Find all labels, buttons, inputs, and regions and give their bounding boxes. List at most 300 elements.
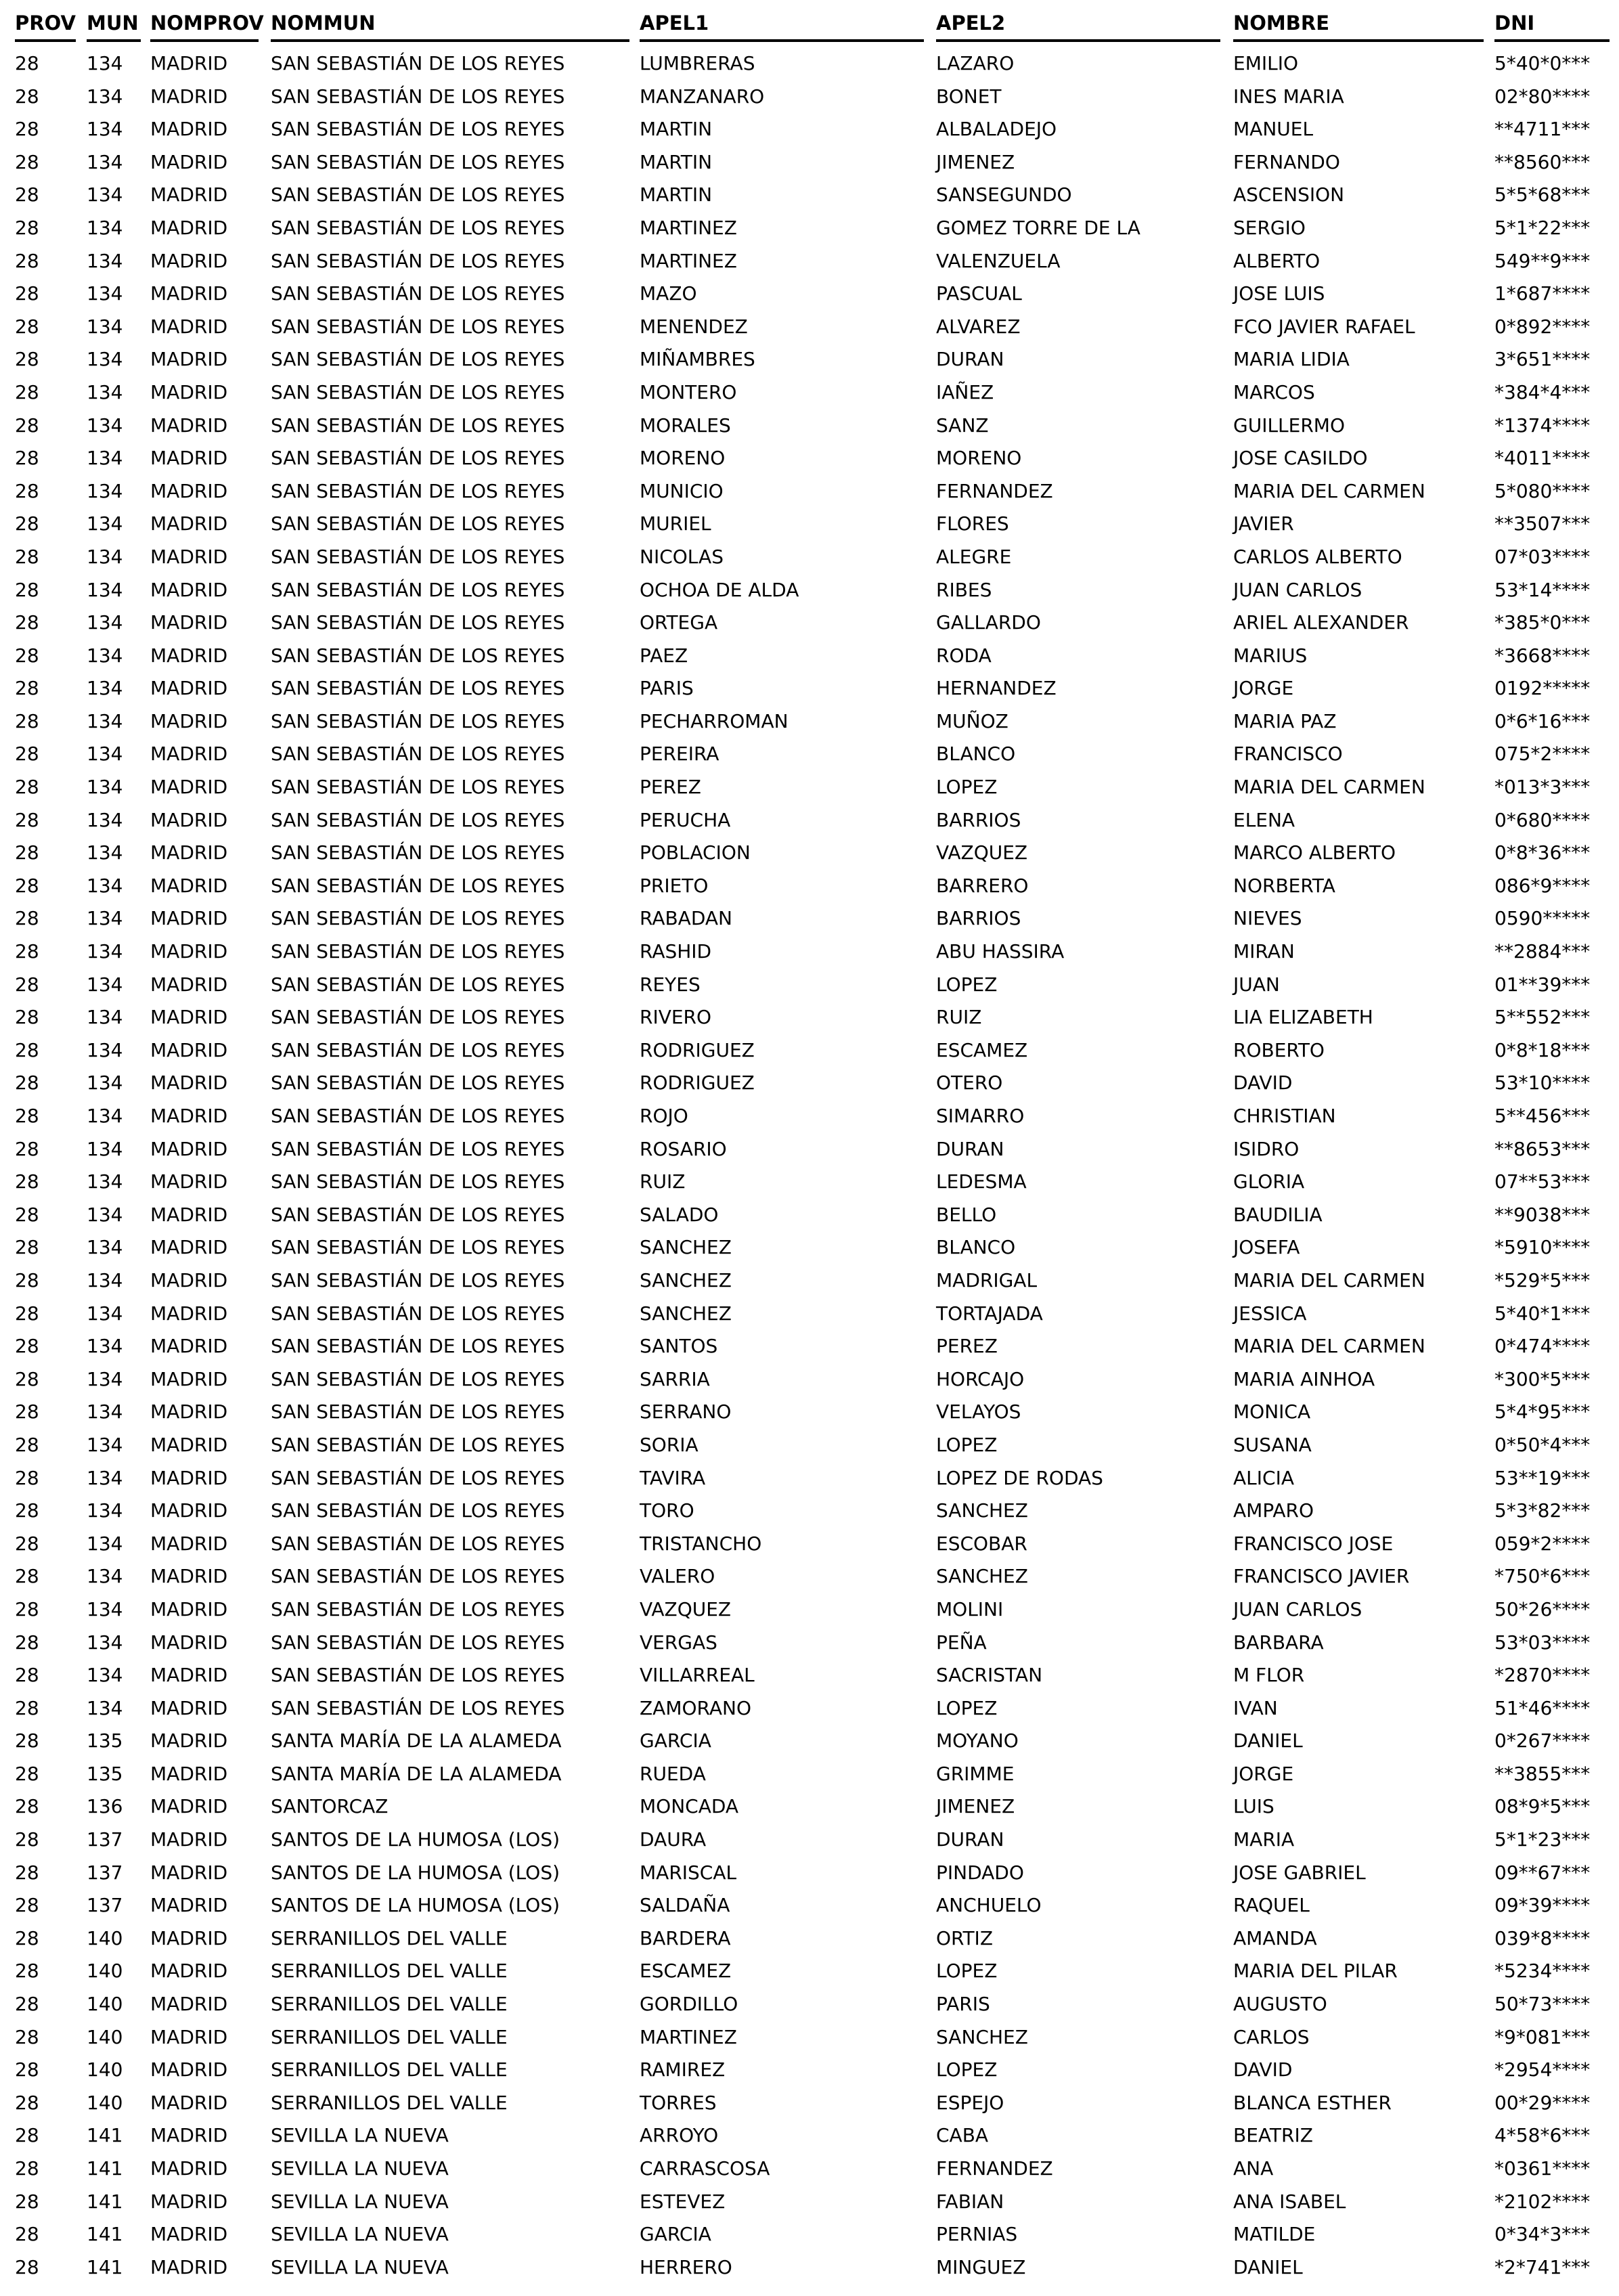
cell-nommun: SEVILLA LA NUEVA xyxy=(271,2255,449,2278)
cell-prov: 28 xyxy=(15,1993,39,2016)
cell-prov: 28 xyxy=(15,1400,39,1423)
cell-apel2: BARRERO xyxy=(936,874,1029,897)
table-row xyxy=(0,1497,1619,1530)
table-row xyxy=(0,708,1619,741)
cell-nommun: SAN SEBASTIÁN DE LOS REYES xyxy=(271,808,565,831)
cell-apel1: ORTEGA xyxy=(640,611,718,634)
cell-nombre: ALICIA xyxy=(1233,1466,1294,1489)
cell-apel1: RASHID xyxy=(640,940,712,963)
cell-prov: 28 xyxy=(15,1597,39,1620)
cell-nombre: JUAN xyxy=(1233,973,1280,996)
cell-apel1: MARTIN xyxy=(640,118,713,141)
cell-nombre: MARCO ALBERTO xyxy=(1233,841,1396,864)
table-row xyxy=(0,1793,1619,1826)
cell-nommun: SANTA MARÍA DE LA ALAMEDA xyxy=(271,1762,562,1785)
cell-nommun: SERRANILLOS DEL VALLE xyxy=(271,1926,508,1949)
cell-dni: 50*26**** xyxy=(1494,1597,1591,1620)
cell-apel1: MARTINEZ xyxy=(640,216,737,239)
cell-dni: 09**67*** xyxy=(1494,1861,1591,1884)
cell-dni: 53*03**** xyxy=(1494,1631,1591,1654)
cell-prov: 28 xyxy=(15,1137,39,1160)
cell-mun: 137 xyxy=(87,1861,123,1884)
cell-mun: 140 xyxy=(87,1960,123,1983)
cell-mun: 134 xyxy=(87,414,123,437)
cell-dni: 0590***** xyxy=(1494,907,1591,930)
cell-mun: 134 xyxy=(87,1400,123,1423)
cell-nombre: JOSE CASILDO xyxy=(1233,447,1368,470)
cell-mun: 141 xyxy=(87,2223,123,2246)
cell-mun: 134 xyxy=(87,183,123,206)
table-row xyxy=(0,1596,1619,1629)
cell-apel1: HERRERO xyxy=(640,2255,732,2278)
cell-nombre: MARIA DEL CARMEN xyxy=(1233,479,1425,502)
cell-nomprov: MADRID xyxy=(150,2124,228,2147)
cell-mun: 140 xyxy=(87,2091,123,2114)
cell-nommun: SANTA MARÍA DE LA ALAMEDA xyxy=(271,1729,562,1752)
table-row xyxy=(0,873,1619,906)
column-header-nomprov: NOMPROV xyxy=(150,11,259,42)
cell-dni: 5*40*0*** xyxy=(1494,52,1591,74)
cell-nomprov: MADRID xyxy=(150,1203,228,1226)
cell-prov: 28 xyxy=(15,1466,39,1489)
cell-dni: 53**19*** xyxy=(1494,1466,1591,1489)
table-row xyxy=(0,1267,1619,1300)
cell-nombre: JOSE LUIS xyxy=(1233,282,1325,305)
cell-apel1: MORENO xyxy=(640,447,726,470)
cell-nommun: SAN SEBASTIÁN DE LOS REYES xyxy=(271,1631,565,1654)
cell-dni: 53*10**** xyxy=(1494,1072,1591,1095)
cell-mun: 134 xyxy=(87,677,123,700)
column-header-apel2: APEL2 xyxy=(936,11,1220,42)
cell-prov: 28 xyxy=(15,2223,39,2246)
cell-apel1: PERUCHA xyxy=(640,808,731,831)
cell-mun: 134 xyxy=(87,808,123,831)
cell-dni: 02*80**** xyxy=(1494,85,1591,108)
cell-nombre: MARIA DEL CARMEN xyxy=(1233,1335,1425,1358)
cell-apel2: ALVAREZ xyxy=(936,315,1021,338)
table-row xyxy=(0,478,1619,511)
cell-prov: 28 xyxy=(15,249,39,272)
cell-apel1: VALERO xyxy=(640,1565,715,1588)
cell-nombre: JORGE xyxy=(1233,677,1294,700)
cell-nommun: SAN SEBASTIÁN DE LOS REYES xyxy=(271,315,565,338)
cell-apel1: MORALES xyxy=(640,414,731,437)
cell-mun: 134 xyxy=(87,282,123,305)
table-row xyxy=(0,181,1619,215)
cell-nomprov: MADRID xyxy=(150,1828,228,1851)
cell-nomprov: MADRID xyxy=(150,216,228,239)
cell-dni: 0192***** xyxy=(1494,677,1591,700)
cell-apel2: PARIS xyxy=(936,1993,990,2016)
cell-apel2: LOPEZ xyxy=(936,1696,998,1719)
cell-dni: **2884*** xyxy=(1494,940,1591,963)
cell-dni: *750*6*** xyxy=(1494,1565,1591,1588)
cell-dni: 51*46**** xyxy=(1494,1696,1591,1719)
cell-nomprov: MADRID xyxy=(150,973,228,996)
cell-apel2: DURAN xyxy=(936,1137,1004,1160)
cell-dni: *2*741*** xyxy=(1494,2255,1591,2278)
cell-nombre: BEATRIZ xyxy=(1233,2124,1313,2147)
cell-apel1: MAZO xyxy=(640,282,697,305)
cell-dni: *2102**** xyxy=(1494,2190,1591,2213)
cell-apel1: PARIS xyxy=(640,677,694,700)
cell-apel2: CABA xyxy=(936,2124,989,2147)
cell-apel2: VALENZUELA xyxy=(936,249,1061,272)
cell-prov: 28 xyxy=(15,348,39,371)
cell-nommun: SAN SEBASTIÁN DE LOS REYES xyxy=(271,709,565,732)
cell-mun: 134 xyxy=(87,1038,123,1061)
cell-nommun: SAN SEBASTIÁN DE LOS REYES xyxy=(271,479,565,502)
cell-apel1: GORDILLO xyxy=(640,1993,738,2016)
cell-mun: 141 xyxy=(87,2157,123,2180)
cell-nommun: SAN SEBASTIÁN DE LOS REYES xyxy=(271,1696,565,1719)
cell-mun: 141 xyxy=(87,2190,123,2213)
cell-apel2: JIMENEZ xyxy=(936,1795,1015,1818)
cell-nomprov: MADRID xyxy=(150,414,228,437)
cell-mun: 134 xyxy=(87,1105,123,1127)
cell-nombre: JORGE xyxy=(1233,1762,1294,1785)
cell-mun: 141 xyxy=(87,2124,123,2147)
cell-nommun: SAN SEBASTIÁN DE LOS REYES xyxy=(271,1236,565,1259)
cell-nomprov: MADRID xyxy=(150,611,228,634)
cell-nombre: JOSE GABRIEL xyxy=(1233,1861,1366,1884)
cell-apel1: ROSARIO xyxy=(640,1137,727,1160)
cell-nomprov: MADRID xyxy=(150,1532,228,1555)
cell-nombre: DAVID xyxy=(1233,2058,1293,2081)
cell-nombre: MONICA xyxy=(1233,1400,1311,1423)
cell-nombre: CARLOS ALBERTO xyxy=(1233,545,1402,568)
cell-apel2: RUIZ xyxy=(936,1006,982,1029)
cell-apel1: GARCIA xyxy=(640,1729,711,1752)
cell-mun: 134 xyxy=(87,644,123,667)
cell-apel1: SANCHEZ xyxy=(640,1236,732,1259)
cell-nomprov: MADRID xyxy=(150,85,228,108)
cell-nomprov: MADRID xyxy=(150,183,228,206)
cell-nombre: ROBERTO xyxy=(1233,1038,1325,1061)
cell-nommun: SAN SEBASTIÁN DE LOS REYES xyxy=(271,677,565,700)
cell-nombre: MARIA DEL CARMEN xyxy=(1233,776,1425,799)
cell-nommun: SAN SEBASTIÁN DE LOS REYES xyxy=(271,1105,565,1127)
cell-nommun: SAN SEBASTIÁN DE LOS REYES xyxy=(271,447,565,470)
cell-apel1: PEREZ xyxy=(640,776,701,799)
cell-mun: 134 xyxy=(87,315,123,338)
cell-nommun: SAN SEBASTIÁN DE LOS REYES xyxy=(271,1499,565,1522)
cell-prov: 28 xyxy=(15,578,39,601)
cell-apel2: BELLO xyxy=(936,1203,997,1226)
cell-apel1: VERGAS xyxy=(640,1631,717,1654)
table-row xyxy=(0,1069,1619,1103)
cell-nomprov: MADRID xyxy=(150,249,228,272)
cell-prov: 28 xyxy=(15,644,39,667)
table-row xyxy=(0,1629,1619,1662)
column-header-dni: DNI xyxy=(1494,11,1610,42)
cell-nombre: FRANCISCO JAVIER xyxy=(1233,1565,1410,1588)
cell-prov: 28 xyxy=(15,2091,39,2114)
cell-mun: 140 xyxy=(87,2025,123,2048)
cell-apel2: FERNANDEZ xyxy=(936,479,1053,502)
cell-apel2: ESPEJO xyxy=(936,2091,1004,2114)
cell-prov: 28 xyxy=(15,973,39,996)
table-row xyxy=(0,971,1619,1005)
column-header-nombre: NOMBRE xyxy=(1233,11,1484,42)
cell-nombre: MIRAN xyxy=(1233,940,1295,963)
cell-nomprov: MADRID xyxy=(150,2223,228,2246)
cell-apel1: RABADAN xyxy=(640,907,733,930)
table-row xyxy=(0,609,1619,642)
table-row xyxy=(0,313,1619,347)
cell-dni: 0*267**** xyxy=(1494,1729,1591,1752)
cell-prov: 28 xyxy=(15,874,39,897)
cell-apel2: TORTAJADA xyxy=(936,1302,1043,1325)
cell-dni: 4*58*6*** xyxy=(1494,2124,1591,2147)
cell-nomprov: MADRID xyxy=(150,1926,228,1949)
cell-nombre: LUIS xyxy=(1233,1795,1274,1818)
cell-prov: 28 xyxy=(15,2157,39,2180)
cell-prov: 28 xyxy=(15,150,39,173)
table-row xyxy=(0,1563,1619,1596)
cell-prov: 28 xyxy=(15,1926,39,1949)
cell-mun: 134 xyxy=(87,1433,123,1456)
cell-mun: 137 xyxy=(87,1894,123,1917)
cell-dni: 50*73**** xyxy=(1494,1993,1591,2016)
cell-prov: 28 xyxy=(15,1664,39,1687)
cell-apel1: RAMIREZ xyxy=(640,2058,726,2081)
cell-mun: 134 xyxy=(87,776,123,799)
cell-nommun: SAN SEBASTIÁN DE LOS REYES xyxy=(271,1367,565,1390)
cell-nomprov: MADRID xyxy=(150,1236,228,1259)
cell-nommun: SANTOS DE LA HUMOSA (LOS) xyxy=(271,1828,560,1851)
cell-prov: 28 xyxy=(15,380,39,403)
cell-prov: 28 xyxy=(15,1236,39,1259)
cell-apel1: SALDAÑA xyxy=(640,1894,730,1917)
cell-prov: 28 xyxy=(15,1795,39,1818)
cell-nomprov: MADRID xyxy=(150,282,228,305)
cell-nomprov: MADRID xyxy=(150,677,228,700)
table-row xyxy=(0,1892,1619,1925)
table-row xyxy=(0,1925,1619,1958)
table-row xyxy=(0,807,1619,840)
cell-dni: *2870**** xyxy=(1494,1664,1591,1687)
cell-nommun: SAN SEBASTIÁN DE LOS REYES xyxy=(271,348,565,371)
cell-dni: *3668**** xyxy=(1494,644,1591,667)
cell-dni: *385*0*** xyxy=(1494,611,1591,634)
cell-dni: 07*03**** xyxy=(1494,545,1591,568)
cell-nombre: NIEVES xyxy=(1233,907,1302,930)
cell-prov: 28 xyxy=(15,1861,39,1884)
table-row xyxy=(0,1465,1619,1498)
cell-prov: 28 xyxy=(15,2190,39,2213)
cell-nombre: SUSANA xyxy=(1233,1433,1312,1456)
cell-apel2: LEDESMA xyxy=(936,1170,1027,1193)
column-header-nommun: NOMMUN xyxy=(271,11,629,42)
cell-dni: 00*29**** xyxy=(1494,2091,1591,2114)
cell-prov: 28 xyxy=(15,52,39,74)
cell-nomprov: MADRID xyxy=(150,348,228,371)
cell-nommun: SEVILLA LA NUEVA xyxy=(271,2157,449,2180)
cell-apel2: DURAN xyxy=(936,348,1004,371)
cell-prov: 28 xyxy=(15,85,39,108)
cell-nombre: MATILDE xyxy=(1233,2223,1316,2246)
cell-nombre: DAVID xyxy=(1233,1072,1293,1095)
table-row xyxy=(0,2155,1619,2188)
cell-mun: 134 xyxy=(87,1631,123,1654)
cell-apel1: SORIA xyxy=(640,1433,698,1456)
cell-dni: 086*9**** xyxy=(1494,874,1591,897)
cell-nomprov: MADRID xyxy=(150,2255,228,2278)
cell-nomprov: MADRID xyxy=(150,1894,228,1917)
cell-nomprov: MADRID xyxy=(150,841,228,864)
cell-apel2: RODA xyxy=(936,644,992,667)
cell-nombre: CARLOS xyxy=(1233,2025,1310,2048)
cell-nomprov: MADRID xyxy=(150,1302,228,1325)
cell-nommun: SAN SEBASTIÁN DE LOS REYES xyxy=(271,874,565,897)
cell-prov: 28 xyxy=(15,1105,39,1127)
cell-dni: *384*4*** xyxy=(1494,380,1591,403)
cell-nombre: AMANDA xyxy=(1233,1926,1317,1949)
cell-prov: 28 xyxy=(15,1268,39,1292)
table-row xyxy=(0,215,1619,248)
cell-apel1: PAEZ xyxy=(640,644,688,667)
cell-dni: *0361**** xyxy=(1494,2157,1591,2180)
cell-nommun: SANTOS DE LA HUMOSA (LOS) xyxy=(271,1894,560,1917)
cell-nomprov: MADRID xyxy=(150,1993,228,2016)
cell-nommun: SEVILLA LA NUEVA xyxy=(271,2223,449,2246)
cell-apel2: LOPEZ xyxy=(936,1960,998,1983)
cell-apel2: ESCAMEZ xyxy=(936,1038,1028,1061)
cell-mun: 134 xyxy=(87,447,123,470)
cell-nommun: SERRANILLOS DEL VALLE xyxy=(271,2058,508,2081)
cell-nomprov: MADRID xyxy=(150,1762,228,1785)
cell-apel1: TRISTANCHO xyxy=(640,1532,762,1555)
cell-dni: 08*9*5*** xyxy=(1494,1795,1591,1818)
column-header-mun: MUN xyxy=(87,11,141,42)
cell-apel1: RUEDA xyxy=(640,1762,706,1785)
cell-nombre: BLANCA ESTHER xyxy=(1233,2091,1392,2114)
cell-apel1: GARCIA xyxy=(640,2223,711,2246)
cell-mun: 134 xyxy=(87,1236,123,1259)
cell-dni: **3855*** xyxy=(1494,1762,1591,1785)
cell-nombre: JAVIER xyxy=(1233,512,1294,535)
cell-apel2: LOPEZ xyxy=(936,2058,998,2081)
table-row xyxy=(0,2056,1619,2090)
cell-nommun: SAN SEBASTIÁN DE LOS REYES xyxy=(271,1664,565,1687)
cell-prov: 28 xyxy=(15,479,39,502)
cell-nomprov: MADRID xyxy=(150,1433,228,1456)
cell-apel2: MOYANO xyxy=(936,1729,1019,1752)
cell-dni: 1*687**** xyxy=(1494,282,1591,305)
cell-apel2: VELAYOS xyxy=(936,1400,1021,1423)
cell-nombre: INES MARIA xyxy=(1233,85,1344,108)
cell-nommun: SAN SEBASTIÁN DE LOS REYES xyxy=(271,1433,565,1456)
cell-apel1: ESCAMEZ xyxy=(640,1960,732,1983)
table-row xyxy=(0,1333,1619,1366)
table-row xyxy=(0,938,1619,971)
table-row xyxy=(0,1004,1619,1037)
cell-nomprov: MADRID xyxy=(150,2058,228,2081)
cell-prov: 28 xyxy=(15,841,39,864)
cell-nomprov: MADRID xyxy=(150,447,228,470)
cell-nomprov: MADRID xyxy=(150,1268,228,1292)
cell-nombre: MARIA DEL PILAR xyxy=(1233,1960,1398,1983)
cell-nombre: ISIDRO xyxy=(1233,1137,1300,1160)
cell-mun: 134 xyxy=(87,1532,123,1555)
cell-prov: 28 xyxy=(15,907,39,930)
cell-dni: **8560*** xyxy=(1494,150,1591,173)
table-row xyxy=(0,1201,1619,1235)
cell-prov: 28 xyxy=(15,2058,39,2081)
cell-dni: **3507*** xyxy=(1494,512,1591,535)
table-row xyxy=(0,1300,1619,1333)
table-row xyxy=(0,1662,1619,1695)
cell-apel2: MADRIGAL xyxy=(936,1268,1038,1292)
cell-nomprov: MADRID xyxy=(150,150,228,173)
cell-apel2: ALEGRE xyxy=(936,545,1012,568)
cell-dni: 0*474**** xyxy=(1494,1335,1591,1358)
cell-mun: 134 xyxy=(87,841,123,864)
cell-mun: 134 xyxy=(87,348,123,371)
cell-apel2: SANCHEZ xyxy=(936,1565,1028,1588)
cell-apel2: BONET xyxy=(936,85,1002,108)
cell-nomprov: MADRID xyxy=(150,1006,228,1029)
cell-dni: *9*081*** xyxy=(1494,2025,1591,2048)
table-row xyxy=(0,2024,1619,2057)
table-row xyxy=(0,642,1619,676)
cell-nomprov: MADRID xyxy=(150,1038,228,1061)
table-row xyxy=(0,2221,1619,2254)
cell-nommun: SAN SEBASTIÁN DE LOS REYES xyxy=(271,644,565,667)
cell-nombre: DANIEL xyxy=(1233,1729,1303,1752)
cell-prov: 28 xyxy=(15,282,39,305)
cell-prov: 28 xyxy=(15,447,39,470)
cell-nomprov: MADRID xyxy=(150,907,228,930)
cell-apel2: MINGUEZ xyxy=(936,2255,1026,2278)
cell-apel1: VILLARREAL xyxy=(640,1664,755,1687)
cell-apel1: MARTINEZ xyxy=(640,249,737,272)
cell-mun: 134 xyxy=(87,52,123,74)
cell-dni: 5**456*** xyxy=(1494,1105,1591,1127)
table-row xyxy=(0,1695,1619,1728)
cell-nombre: FERNANDO xyxy=(1233,150,1340,173)
cell-prov: 28 xyxy=(15,183,39,206)
cell-dni: *4011**** xyxy=(1494,447,1591,470)
cell-prov: 28 xyxy=(15,611,39,634)
table-row xyxy=(0,1037,1619,1070)
cell-dni: 5*080**** xyxy=(1494,479,1591,502)
cell-nombre: FCO JAVIER RAFAEL xyxy=(1233,315,1415,338)
cell-apel1: MARTIN xyxy=(640,150,713,173)
cell-mun: 134 xyxy=(87,709,123,732)
cell-prov: 28 xyxy=(15,1367,39,1390)
cell-apel2: ALBALADEJO xyxy=(936,118,1057,141)
cell-dni: 5*1*22*** xyxy=(1494,216,1591,239)
table-row xyxy=(0,1432,1619,1465)
cell-mun: 134 xyxy=(87,512,123,535)
table-row xyxy=(0,149,1619,182)
cell-nommun: SERRANILLOS DEL VALLE xyxy=(271,1960,508,1983)
cell-nommun: SAN SEBASTIÁN DE LOS REYES xyxy=(271,414,565,437)
column-header-apel1: APEL1 xyxy=(640,11,924,42)
cell-prov: 28 xyxy=(15,1729,39,1752)
cell-nombre: AMPARO xyxy=(1233,1499,1314,1522)
cell-nommun: SERRANILLOS DEL VALLE xyxy=(271,2091,508,2114)
cell-nomprov: MADRID xyxy=(150,1400,228,1423)
cell-nommun: SERRANILLOS DEL VALLE xyxy=(271,1993,508,2016)
cell-nombre: JUAN CARLOS xyxy=(1233,578,1362,601)
cell-nommun: SAN SEBASTIÁN DE LOS REYES xyxy=(271,85,565,108)
cell-dni: 5*3*82*** xyxy=(1494,1499,1591,1522)
cell-nommun: SAN SEBASTIÁN DE LOS REYES xyxy=(271,52,565,74)
cell-prov: 28 xyxy=(15,2124,39,2147)
